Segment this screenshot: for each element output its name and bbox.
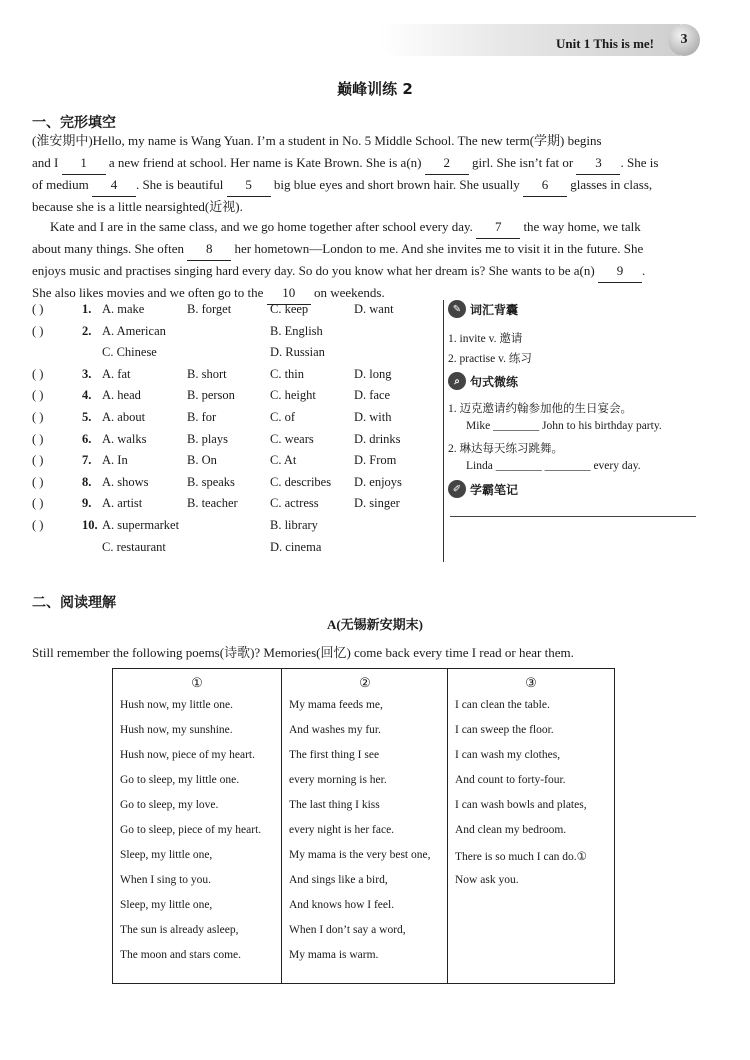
reading-subtitle: A(无锡新安期末)	[326, 617, 424, 632]
poem-line: Go to sleep, piece of my heart.	[120, 824, 262, 836]
poem-line: Hush now, my little one.	[120, 699, 233, 711]
cloze-blank: 8	[187, 238, 231, 261]
poem-line: Sleep, my little one,	[120, 899, 213, 911]
cloze-blank: 9	[598, 260, 642, 283]
cloze-text: because she is a little nearsighted(近视).	[32, 199, 243, 214]
question-number: 7.	[82, 453, 92, 468]
cloze-text: a new friend at school. Her name is Kate Brown. She is a(n)	[105, 155, 425, 170]
option: B. person	[187, 388, 235, 403]
sentence-heading	[448, 370, 518, 392]
answer-paren[interactable]: ( )	[32, 474, 44, 489]
answer-paren[interactable]: ( )	[32, 496, 44, 511]
poem-number: ②	[359, 675, 371, 690]
option: D. cinema	[270, 539, 322, 554]
sentence-item: Linda ________ ________ every day.	[466, 460, 641, 472]
answer-paren[interactable]: ( )	[32, 410, 44, 424]
cloze-text: girl. She isn’t fat or	[468, 155, 577, 170]
option: D. with	[354, 410, 392, 424]
option: C. of	[270, 410, 295, 424]
option: D. singer	[354, 496, 400, 511]
option: B. for	[187, 410, 217, 424]
poem-line: When I sing to you.	[120, 874, 212, 886]
option: C. height	[270, 388, 316, 403]
poem-number: ①	[191, 675, 203, 690]
option: B. forget	[187, 302, 232, 316]
cloze-text: and I	[32, 155, 62, 170]
cloze-text: about many things. She often	[32, 241, 188, 256]
option: A. shows	[102, 474, 149, 489]
poem-column	[447, 669, 614, 983]
option: D. want	[354, 302, 394, 316]
cloze-blank: 1	[62, 152, 106, 175]
option: B. On	[187, 453, 217, 468]
cloze-text: the way home, we talk	[520, 219, 641, 234]
question-number: 5.	[82, 410, 92, 424]
poem-number: ③	[525, 675, 537, 690]
question-number: 4.	[82, 388, 92, 403]
divider	[443, 300, 444, 562]
option: B. speaks	[187, 474, 235, 489]
poem-line: Sleep, my little one,	[120, 849, 213, 861]
notes-heading	[448, 478, 518, 500]
option: D. long	[354, 366, 392, 381]
question-number: 6.	[82, 431, 92, 446]
cloze-line	[32, 238, 697, 261]
option: A. head	[102, 388, 141, 403]
poem-line: When I don’t say a word,	[289, 924, 406, 936]
option: A. make	[102, 302, 145, 316]
unit-label: Unit 1 This is me!	[556, 36, 654, 51]
cloze-blank: 10	[267, 282, 311, 305]
cloze-text: Kate and I are in the same class, and we go home together after school every day.	[50, 219, 477, 234]
cloze-text: glasses in class,	[566, 177, 653, 192]
magnifier-icon: ⌕	[448, 372, 466, 390]
question-number: 8.	[82, 474, 92, 489]
option: C. wears	[270, 431, 314, 446]
vocab-item: 2. practise v. 练习	[448, 353, 532, 365]
option: A. about	[102, 410, 146, 424]
option: B. English	[270, 323, 323, 338]
cloze-text: enjoys music and practises singing hard every day. So do you know what her dream is? She wants to be a(n)	[32, 263, 598, 278]
poem-line: And sings like a bird,	[289, 874, 388, 886]
book-icon: ✎	[448, 300, 466, 318]
question-number: 10.	[82, 518, 98, 532]
option: C. thin	[270, 366, 305, 381]
poem-column	[281, 669, 448, 983]
answer-paren[interactable]: ( )	[32, 388, 44, 403]
option: D. enjoys	[354, 474, 402, 489]
sentence-item: 1. 迈克邀请约翰参加他的生日宴会。	[448, 403, 632, 415]
poem-line: And clean my bedroom.	[455, 824, 567, 836]
poem-line: Now ask you.	[455, 874, 519, 886]
cloze-text: big blue eyes and short brown hair. She usually	[270, 177, 523, 192]
poem-line: Hush now, piece of my heart.	[120, 749, 255, 761]
answer-paren[interactable]: ( )	[32, 518, 44, 532]
answer-paren[interactable]: ( )	[32, 323, 44, 338]
cloze-line	[32, 196, 697, 218]
option: D. face	[354, 388, 391, 403]
cloze-text: . She is beautiful	[135, 177, 227, 192]
poem-table	[112, 668, 615, 984]
poem-line: My mama is the very best one,	[289, 849, 431, 861]
poem-line: Go to sleep, my love.	[120, 799, 219, 811]
option: B. library	[270, 518, 318, 532]
option: C. describes	[270, 474, 332, 489]
cloze-text: . She is	[620, 155, 659, 170]
cloze-text: She also likes movies and we often go to the	[32, 285, 267, 300]
poem-line: And washes my fur.	[289, 724, 381, 736]
answer-paren[interactable]: ( )	[32, 302, 44, 316]
poem-line: And count to forty-four.	[455, 774, 566, 786]
option: C. At	[270, 453, 297, 468]
option: A. fat	[102, 366, 131, 381]
option: C. actress	[270, 496, 319, 511]
poem-line: I can clean the table.	[455, 699, 550, 711]
option: B. plays	[187, 431, 228, 446]
option: C. keep	[270, 302, 309, 316]
option: D. Russian	[270, 345, 325, 360]
cloze-blank: 6	[523, 174, 567, 197]
page-title: 巅峰训练 2	[337, 80, 413, 98]
option: A. supermarket	[102, 518, 180, 532]
poem-line: I can sweep the floor.	[455, 724, 554, 736]
option: A. In	[102, 453, 128, 468]
pencil-icon: ✐	[448, 480, 466, 498]
cloze-blank: 4	[92, 174, 136, 197]
cloze-blank: 7	[476, 216, 520, 239]
option: B. teacher	[187, 496, 238, 511]
answer-paren[interactable]: ( )	[32, 431, 44, 446]
option: A. American	[102, 323, 166, 338]
poem-line: The moon and stars come.	[120, 949, 242, 961]
poem-column	[113, 669, 281, 983]
option: B. short	[187, 366, 227, 381]
question-number: 1.	[82, 302, 92, 316]
cloze-text: (淮安期中)Hello, my name is Wang Yuan. I’m a student in No. 5 Middle School. The new term(学期) begins	[32, 133, 602, 148]
notes-title: 学霸笔记	[470, 482, 519, 497]
option: A. walks	[102, 431, 147, 446]
cloze-line	[32, 174, 697, 197]
cloze-text: her hometown—London to me. And she invites me to visit it in the future. She	[231, 241, 644, 256]
vocab-title: 词汇背囊	[470, 302, 519, 317]
sentence-item: Mike ________ John to his birthday party.	[466, 420, 662, 432]
poem-line: The sun is already asleep,	[120, 924, 239, 936]
option: C. restaurant	[102, 539, 166, 554]
poem-line: There is so much I can do.①	[455, 851, 587, 863]
poem-line: The last thing I kiss	[289, 799, 380, 811]
reading-intro: Still remember the following poems(诗歌)? Memories(回忆) come back every time I read or hear them.	[32, 645, 574, 660]
cloze-line	[32, 130, 697, 152]
cloze-blank: 2	[425, 152, 469, 175]
poem-line: Hush now, my sunshine.	[120, 724, 233, 736]
cloze-line	[50, 216, 697, 239]
poem-line: Go to sleep, my little one.	[120, 774, 240, 786]
poem-line: every morning is her.	[289, 774, 387, 786]
sentence-item: 2. 琳达每天练习跳舞。	[448, 443, 563, 455]
vocab-item: 1. invite v. 邀请	[448, 333, 523, 345]
cloze-section-title: 一、完形填空	[32, 115, 116, 131]
question-number: 9.	[82, 496, 92, 511]
option: A. artist	[102, 496, 143, 511]
poem-line: I can wash bowls and plates,	[455, 799, 587, 811]
poem-line: My mama is warm.	[289, 949, 379, 961]
option: D. From	[354, 453, 397, 468]
answer-paren[interactable]: ( )	[32, 366, 44, 381]
cloze-line	[32, 152, 697, 175]
poem-line: My mama feeds me,	[289, 699, 383, 711]
poem-line: I can wash my clothes,	[455, 749, 561, 761]
cloze-blank: 3	[576, 152, 620, 175]
option: D. drinks	[354, 431, 401, 446]
cloze-line	[32, 260, 697, 283]
sentence-title: 句式微练	[470, 374, 519, 389]
option: C. Chinese	[102, 345, 157, 360]
poem-line: The first thing I see	[289, 749, 380, 761]
cloze-text: on weekends.	[310, 285, 385, 300]
question-number: 3.	[82, 366, 92, 381]
vocab-heading	[448, 298, 518, 320]
poem-line: every night is her face.	[289, 824, 395, 836]
answer-paren[interactable]: ( )	[32, 453, 44, 468]
reading-section-title: 二、阅读理解	[32, 595, 116, 611]
cloze-text: of medium	[32, 177, 92, 192]
cloze-text: .	[641, 263, 646, 278]
poem-line: And knows how I feel.	[289, 899, 395, 911]
question-number: 2.	[82, 323, 92, 338]
notes-line	[450, 516, 696, 517]
cloze-blank: 5	[227, 174, 271, 197]
page-number: 3	[668, 24, 700, 56]
